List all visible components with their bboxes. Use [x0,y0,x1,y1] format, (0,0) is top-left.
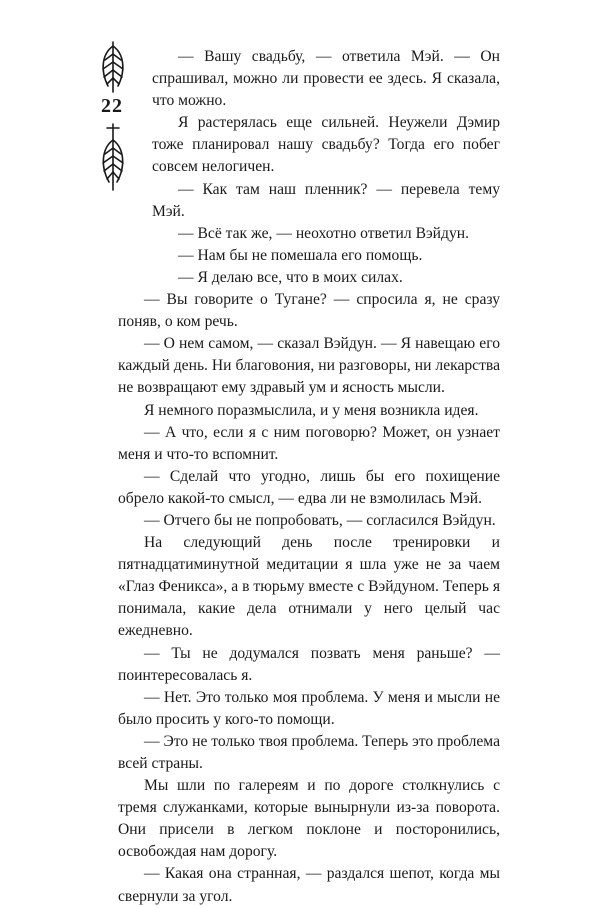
paragraph: — Отчего бы не попробовать, — согласился Вэйдун. [144,511,496,529]
paragraph: — Какая она странная, — раздался шепот, когда мы свернули за угол. [118,865,500,905]
body-text [118,46,500,908]
paragraph: — Сделай что угодно, лишь бы его похищение обрело какой-то смысл, — едва ли не взмолилась Мэй. [118,467,500,507]
paragraph: Я растерялась еще сильней. Неужели Дэмир тоже планировал нашу свадьбу? Тогда его побег совсем нелогичен. [152,114,500,176]
paragraph: — Всё так же, — неохотно ответил Вэйдун. [178,224,469,242]
paragraph: — Вашу свадьбу, — ответила Мэй. — Он спрашивал, можно ли провести ее здесь. Я сказала, что можно. [152,48,500,110]
paragraph: Я немного поразмыслила, и у меня возникла идея. [144,401,479,419]
paragraph: — Вы говорите о Тугане? — спросила я, не сразу поняв, о ком речь. [118,291,500,331]
paragraph: На следующий день после тренировки и пятнадцатиминутной медитации я шла уже не за чаем «Глаз Феникса», а в тюрьму вместе с Вэйдуном. Теперь я понимала, какие дела отнимали у него целый час ежедневно. [118,534,500,640]
paragraph: — О нем самом, — сказал Вэйдун. — Я навещаю его каждый день. Ни благовония, ни разговоры, ни лекарства не возвращают ему здравый ум и ясность мысли. [118,335,500,397]
paragraph: — Ты не додумался позвать меня раньше? — поинтересовалась я. [118,644,500,684]
page-number: 22 [92,95,132,117]
paragraph: — Я делаю все, что в моих силах. [178,268,403,286]
paragraph: — Нет. Это только моя проблема. У меня и мысли не было просить у кого-то помощи. [118,688,500,728]
paragraph: — Как там наш пленник? — перевела тему Мэй. [152,180,500,220]
paragraph: — Нам бы не помешала его помощь. [178,246,423,264]
paragraph: — А что, если я с ним поговорю? Может, он узнает меня и что-то вспомнит. [118,423,500,463]
paragraph: Мы шли по галереям и по дороге столкнулись с тремя служанками, которые вынырнули из-за поворота. Они присели в легком поклоне и посторонились, освобождая нам дорогу. [118,777,500,861]
paragraph: — Это не только твоя проблема. Теперь это проблема всей страны. [118,732,500,772]
